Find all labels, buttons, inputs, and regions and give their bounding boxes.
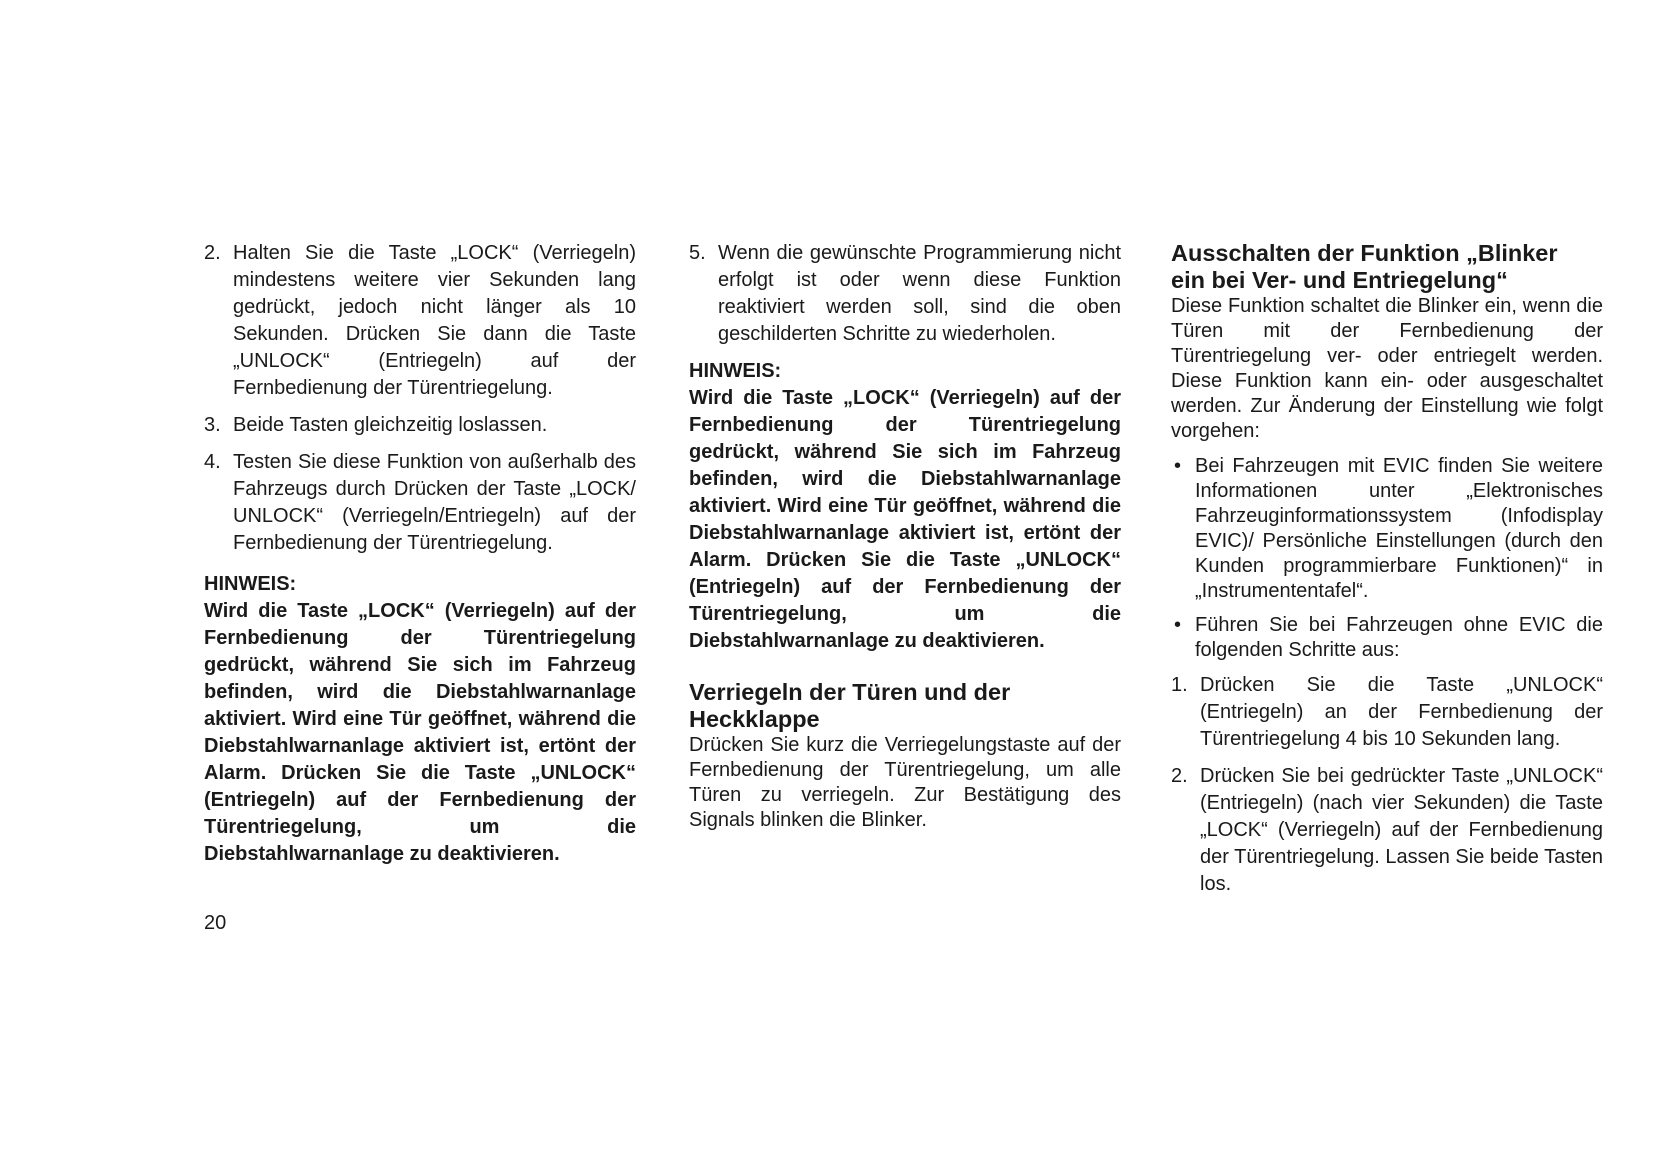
step-text: Drücken Sie die Taste „UNLOCK“ (Entriegeln) an der Fernbedienung der Türentriegelung 4 bis 10 Sekunden lang. (1200, 674, 1603, 750)
list-item-step-1 (1171, 672, 1603, 753)
step-number: 3. (204, 414, 221, 436)
note-title: HINWEIS: (689, 360, 782, 382)
step-text: Wenn die gewünschte Programmierung nicht erfolgt ist oder wenn diese Funktion reaktiviert werden soll, sind die oben geschilderten Schritte zu wiederholen. (718, 242, 1121, 345)
note-text: Wird die Taste „LOCK“ (Verriegeln) auf der Fernbedienung der Türentriegelung gedrückt, während Sie sich im Fahrzeug befinden, wird die Diebstahlwarnanlage aktiviert. Wird eine Tür geöffnet, während die Diebstahlwarnanlage aktiviert ist, ertönt der Alarm. Drücken Sie die Taste „UNLOCK“ (Entriegeln) auf der Fernbedienung der Türentriegelung, um die Diebstahlwarnanlage zu deaktivieren. (204, 600, 636, 865)
step-number: 4. (204, 451, 221, 473)
bullet-text: Führen Sie bei Fahrzeugen ohne EVIC die folgenden Schritte aus: (1195, 614, 1603, 661)
list-item-step-4 (204, 449, 636, 557)
list-item-step-3 (204, 412, 636, 439)
step-text: Beide Tasten gleichzeitig loslassen. (233, 414, 548, 436)
bullet-text: Bei Fahrzeugen mit EVIC finden Sie weitere Informationen unter „Elektronisches Fahrzeuginformationssystem (Infodisplay EVIC)/ Persönliche Einstellungen (durch den Kunden programmierbare Funktionen)“ in „Instrumententafel“. (1195, 455, 1603, 602)
step-number: 1. (1171, 674, 1188, 696)
section-heading-blinker (1171, 240, 1603, 294)
right-column (1171, 240, 1603, 908)
heading-line-1: Verriegeln der Türen und der (689, 679, 1011, 705)
heading-line-2: ein bei Ver- und Entriegelung“ (1171, 267, 1508, 293)
step-number: 2. (204, 242, 221, 264)
bullet-item-no-evic (1171, 613, 1603, 663)
step-number: 5. (689, 242, 706, 264)
middle-column (689, 240, 1121, 833)
intro-text: Diese Funktion schaltet die Blinker ein, wenn die Türen mit der Fernbedienung der Türentriegelung ver- oder entriegelt werden. Diese Funktion kann ein- oder ausgeschaltet werden. Zur Änderung der Einstellung wie folgt vorgehen: (1171, 295, 1603, 442)
bullet-item-evic (1171, 454, 1603, 604)
bullet-dot-icon: • (1174, 614, 1182, 636)
heading-line-2: Heckklappe (689, 706, 820, 732)
note-title: HINWEIS: (204, 573, 297, 595)
list-item-step-2 (204, 240, 636, 402)
list-item-step-5 (689, 240, 1121, 348)
section-text: Drücken Sie kurz die Verriegelungstaste auf der Fernbedienung der Türentriegelung, um alle Türen zu verriegeln. Zur Bestätigung des Signals blinken die Blinker. (689, 734, 1121, 831)
list-item-step-2 (1171, 763, 1603, 898)
page-number: 20 (204, 912, 227, 934)
step-number: 2. (1171, 765, 1188, 787)
section-heading-lock-doors (689, 679, 1121, 733)
heading-line-1: Ausschalten der Funktion „Blinker (1171, 240, 1558, 266)
bullet-dot-icon: • (1174, 455, 1182, 477)
step-text: Drücken Sie bei gedrückter Taste „UNLOCK“ (Entriegeln) (nach vier Sekunden) die Taste „LOCK“ (Verriegeln) auf der Fernbedienung der Türentriegelung. Lassen Sie beide Tasten los. (1200, 765, 1603, 895)
left-column (204, 240, 636, 868)
note-text: Wird die Taste „LOCK“ (Verriegeln) auf der Fernbedienung der Türentriegelung gedrückt, während Sie sich im Fahrzeug befinden, wird die Diebstahlwarnanlage aktiviert. Wird eine Tür geöffnet, während die Diebstahlwarnanlage aktiviert ist, ertönt der Alarm. Drücken Sie die Taste „UNLOCK“ (Entriegeln) auf der Fernbedienung der Türentriegelung, um die Diebstahlwarnanlage zu deaktivieren. (689, 387, 1121, 652)
step-text: Testen Sie diese Funktion von außerhalb des Fahrzeugs durch Drücken der Taste „LOCK/ UNLOCK“ (Verriegeln/Entriegeln) auf der Fernbedienung der Türentriegelung. (233, 451, 636, 554)
step-text: Halten Sie die Taste „LOCK“ (Verriegeln) mindestens weitere vier Sekunden lang gedrückt, jedoch nicht länger als 10 Sekunden. Drücken Sie dann die Taste „UNLOCK“ (Entriegeln) auf der Fernbedienung der Türentriegelung. (233, 242, 636, 399)
